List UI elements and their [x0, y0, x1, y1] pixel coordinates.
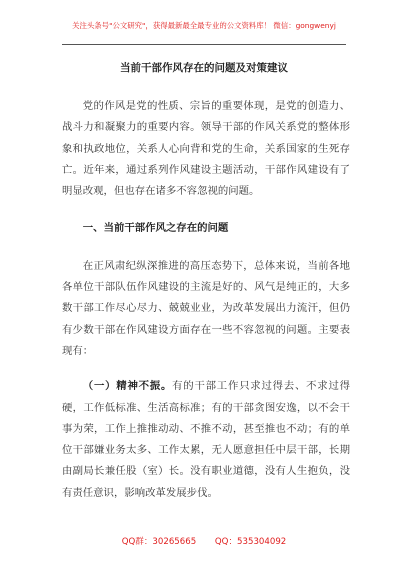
- section-paragraph: 在正风肃纪纵深推进的高压态势下，总体来说，当前各地各单位干部队伍作风建设的主流是好的、风气是纯正的，大多数干部工作尽心尽力、兢兢业业，为改革发展出力流汗，但仍有少数干部在作风建设方面存在一些不容忽视的问题。主要表现有：: [62, 259, 350, 357]
- document-title: 当前干部作风存在的问题及对策建议: [120, 62, 288, 74]
- document-body: [62, 96, 350, 504]
- intro-paragraph: 党的作风是党的性质、宗旨的重要体现，是党的创造力、战斗力和凝聚力的重要内容。领导干部的作风关系党的整体形象和执政地位，关系人心向背和党的生命，关系国家的生死存亡。近年来，通过系列作风建设主题活动，干部作风建设有了明显改观，但也存在诸多不容忽视的问题。: [62, 100, 350, 198]
- footer-qq: QQ：535304092: [214, 537, 287, 547]
- footer-qq-group: QQ群：30265665: [121, 537, 197, 547]
- point-paragraph: [62, 376, 350, 504]
- header-note: 关注头条号"公文研究"，获得最新最全最专业的公文资料库！ 微信：gongwenyj: [72, 21, 336, 30]
- footer-contact: [0, 535, 408, 547]
- point-label: （一）精神不振。: [82, 380, 173, 393]
- section-heading: 一、当前干部作风之存在的问题: [82, 222, 229, 235]
- header-divider: [62, 44, 346, 45]
- point-text: 有的干部工作只求过得去、不求过得硬，工作低标准、生活高标准；有的干部贪图安逸，以不会干事为荣，工作上推推动动、不推不动，甚至推也不动；有的单位干部嫌业务太多、工作太累，无人愿意担任中层干部，长期由副局长兼任股（室）长。没有职业道德，没有人生抱负，没有责任意识，影响改革发展步伐。: [62, 380, 351, 499]
